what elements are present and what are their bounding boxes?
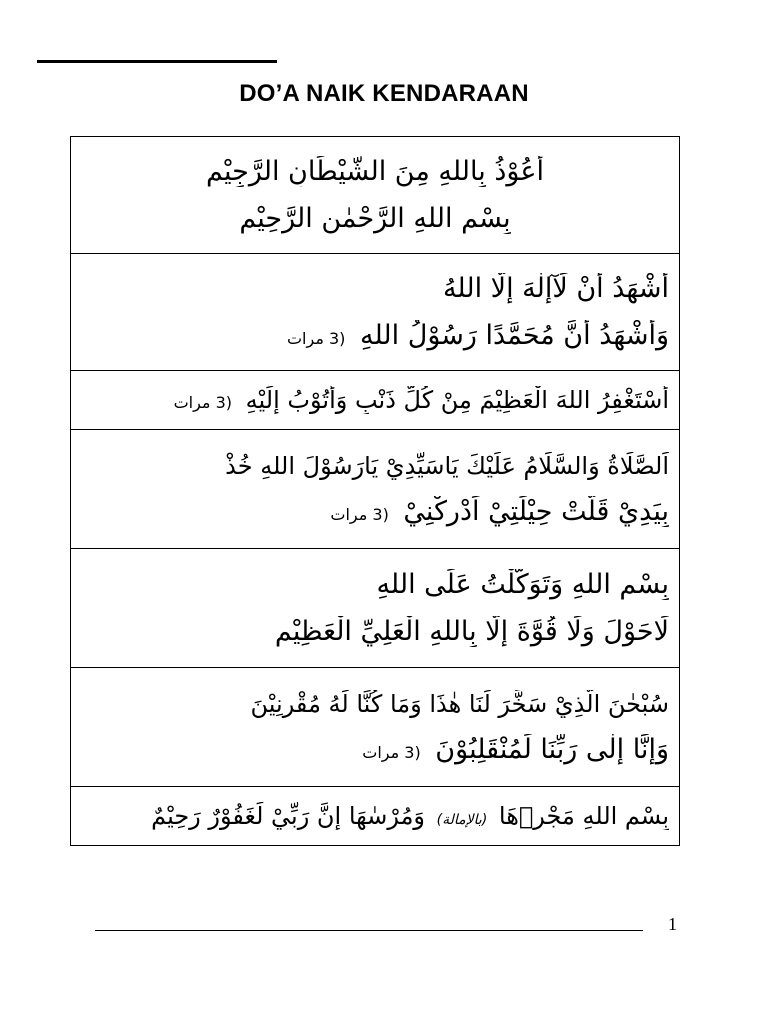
- table-row: [71, 668, 680, 787]
- doa-table: [70, 136, 680, 846]
- doa-text: وَإِنَّا إِلٰى رَبِّنَا لَمُنْقَلِبُوْنَ: [435, 733, 669, 765]
- doa-line: سُبْحٰنَ الَّذِيْ سَخَّرَ لَنَا هٰذَا وَمَا كُنَّا لَهُ مُقْرِنِيْنَ: [250, 689, 669, 718]
- doa-text: بِسْمِ اللهِ مَجْرٖهَا: [498, 802, 669, 830]
- table-cell: [71, 668, 680, 787]
- table-row: [71, 371, 680, 430]
- table-cell: [71, 254, 680, 371]
- doa-text: أَسْتَغْفِرُ اللهَ الْعَظِيْمَ مِنْ كُلِّ ذَنْبٍ وَأَتُوْبُ إِلَيْهِ: [245, 386, 669, 414]
- doa-text: وَمُرْسٰهَا إِنَّ رَبِّيْ لَغَفُوْرٌ رَحِيْمٌ: [151, 802, 426, 830]
- doa-line-with-note: [81, 320, 669, 351]
- doa-line-with-note: [81, 802, 669, 830]
- doa-line-with-note: [81, 496, 669, 527]
- doa-line: بِسْمِ اللهِ وَتَوَكَّلْتُ عَلَى اللهِ: [376, 569, 669, 600]
- doa-line-with-note: [81, 386, 669, 414]
- doa-line: أَعُوْذُ بِاللهِ مِنَ الشَّيْطَانِ الرَّجِيْمِ: [206, 156, 544, 187]
- doa-line: لَاحَوْلَ وَلَا قُوَّةَ إِلَّا بِاللهِ الْعَلِيِّ الْعَظِيْمِ: [274, 616, 669, 647]
- table-row: [71, 430, 680, 549]
- table-cell: [71, 371, 680, 430]
- doa-text: بِيَدِيْ قَلَّتْ حِيْلَتِيْ اَدْرِكْنِيْ: [403, 495, 669, 527]
- footer-rule: [95, 930, 643, 931]
- inline-note: (بالإمالة): [436, 812, 488, 828]
- table-cell: [71, 787, 680, 846]
- table-cell: [71, 549, 680, 668]
- page-number: 1: [668, 914, 677, 934]
- doa-line: اَلصَّلَاةُ وَالسَّلَامُ عَلَيْكَ يَاسَيِّدِيْ يَارَسُوْلَ اللهِ خُذْ: [225, 451, 669, 480]
- repeat-note: (3 مرات: [286, 329, 346, 348]
- repeat-note: (3 مرات: [173, 393, 233, 412]
- table-row: [71, 787, 680, 846]
- doa-text: وَأَشْهَدُ أَنَّ مُحَمَّدًا رَسُوْلُ اللهِ: [360, 320, 669, 351]
- repeat-note: (3 مرات: [362, 742, 421, 762]
- doa-line: أَشْهَدُ أَنْ لَآإِلٰهَ إِلَّا اللهُ: [442, 273, 669, 304]
- table-cell: [71, 430, 680, 549]
- repeat-note: (3 مرات: [330, 504, 389, 524]
- top-rule: [37, 60, 277, 63]
- table-cell: [71, 137, 680, 254]
- doa-line-with-note: [81, 734, 669, 765]
- doa-line: بِسْمِ اللهِ الرَّحْمٰنِ الرَّحِيْمِ: [239, 203, 511, 234]
- table-row: [71, 254, 680, 371]
- table-row: [71, 549, 680, 668]
- page-title: DO’A NAIK KENDARAAN: [239, 80, 529, 107]
- table-row: [71, 137, 680, 254]
